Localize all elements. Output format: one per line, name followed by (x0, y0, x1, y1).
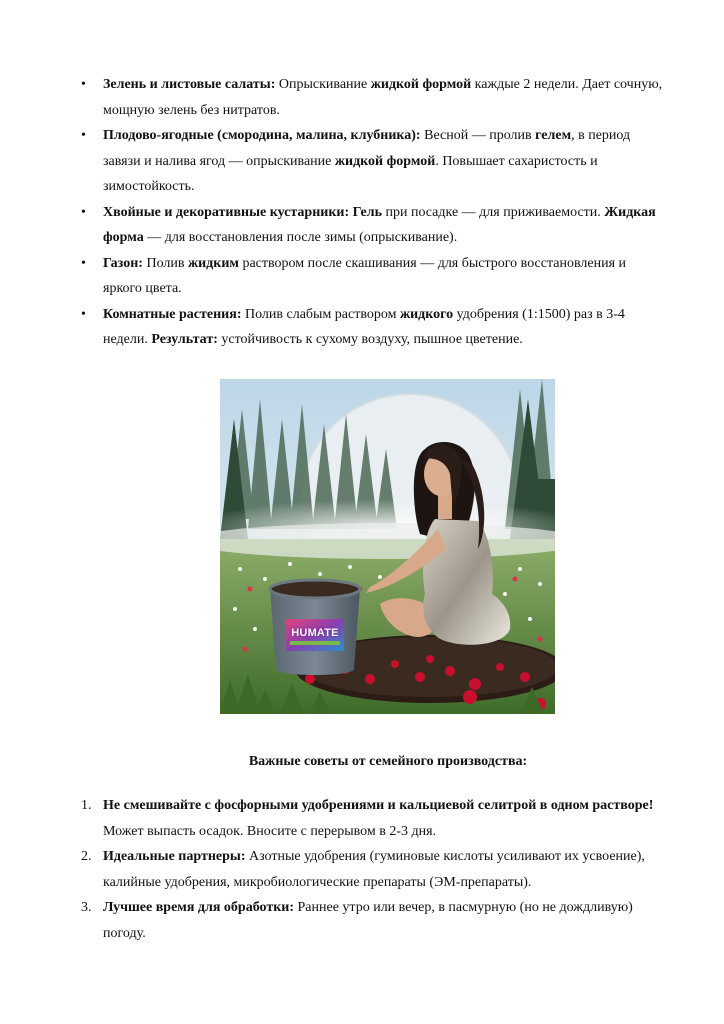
text-run: устойчивость к сухому воздуху, пышное цветение. (217, 332, 523, 347)
bold-text-run: Идеальные партнеры: (103, 849, 246, 864)
list-item-text (103, 900, 633, 941)
bold-text-run: Хвойные и декоративные кустарники: (103, 204, 350, 220)
text-run: Полив слабым раствором (241, 306, 400, 322)
list-item (0, 251, 724, 302)
list-item (0, 200, 724, 251)
list-item (0, 793, 724, 844)
text-run: Опрыскивание (275, 77, 371, 92)
list-item (0, 844, 724, 895)
humate-bucket-label: HUMATE (291, 627, 339, 639)
list-item-text (103, 205, 656, 246)
text-run: раствором после скашивания — для быстрого восстановления и яркого цвета. (103, 255, 627, 296)
text-run: каждые 2 недели. Дает сочную, мощную зелень без нитратов. (103, 77, 663, 118)
text-run: , в период завязи и налива ягод — опрыскивание (103, 128, 631, 169)
text-run: . Повышает сахаристость и зимостойкость. (103, 153, 598, 194)
text-run: Весной — пролив (420, 128, 536, 143)
list-item-text (103, 798, 653, 839)
list-item (0, 895, 724, 946)
bold-text-run: Не смешивайте с фосфорными удобрениями и кальциевой селитрой в одном растворе! (103, 798, 654, 813)
list-item-text (103, 307, 625, 348)
bold-text-run: Зелень и листовые салаты: (103, 77, 276, 92)
list-item (0, 302, 724, 353)
text-run: при посадке — для приживаемости. (381, 204, 605, 220)
list-item-text (103, 77, 662, 118)
bullet-icon: • (81, 306, 86, 322)
bold-text-run: Плодово-ягодные (смородина, малина, клубника): (103, 128, 421, 143)
bold-text-run: Лучшее время для обработки: (103, 900, 294, 915)
usage-bullet-list (0, 72, 724, 353)
list-number: 1. (81, 798, 92, 813)
text-run: удобрения (1:1500) раз в 3-4 недели. (103, 306, 625, 347)
bold-text-run: Газон: (103, 255, 143, 271)
illustration-woman-with-humate-bucket (220, 379, 555, 714)
list-item-text (103, 849, 645, 890)
bullet-icon: • (81, 128, 86, 143)
bold-text-run: Жидкая форма (103, 204, 656, 245)
bold-text-run: жидкой формой (370, 77, 472, 92)
bold-text-run: Комнатные растения: (103, 306, 242, 322)
text-run: — для восстановления после зимы (опрыскивание). (143, 230, 458, 245)
list-number: 2. (81, 849, 92, 864)
bullet-icon: • (81, 255, 86, 271)
text-run: Азотные удобрения (гуминовые кислоты усиливают их усвоение), калийные удобрения, микробиологические препараты (ЭМ-препараты). (103, 849, 645, 890)
text-run: Раннее утро или вечер, в пасмурную (но не дождливую) погоду. (103, 900, 633, 941)
bullet-icon: • (81, 77, 86, 92)
bold-text-run: жидкой формой (334, 153, 436, 169)
list-number: 3. (81, 900, 92, 915)
text-run: Может выпасть осадок. Вносите с перерывом в 2-3 дня. (103, 823, 437, 839)
bullet-icon: • (81, 204, 86, 220)
list-item-text (103, 256, 626, 297)
list-item-text (103, 128, 630, 194)
list-item (0, 72, 724, 123)
bold-text-run: жидким (187, 255, 239, 271)
bold-text-run: Результат: (151, 332, 218, 347)
text-run: Полив (142, 255, 188, 271)
bold-text-run: Гель (352, 204, 382, 220)
bold-text-run: жидкого (399, 306, 454, 322)
list-item (0, 123, 724, 200)
tips-heading: Важные советы от семейного производства: (248, 754, 528, 769)
tips-numbered-list (0, 793, 724, 946)
bold-text-run: гелем (535, 128, 572, 143)
